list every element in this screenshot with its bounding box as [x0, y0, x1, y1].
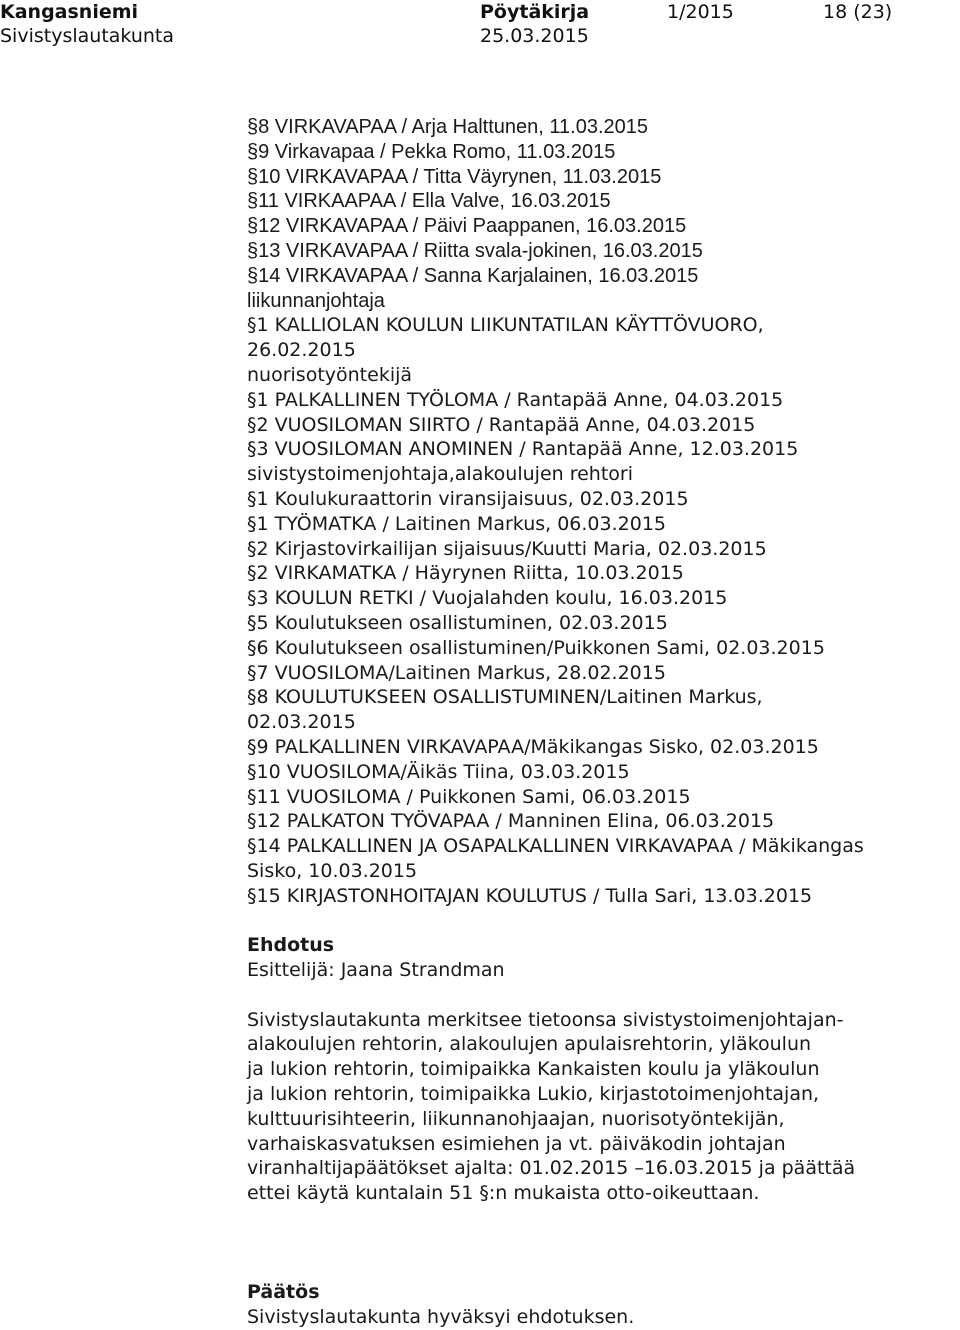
proposal-heading: Ehdotus — [247, 934, 335, 957]
list-item: §2 VIRKAMATKA / Häyrynen Riitta, 10.03.2015 — [247, 562, 684, 585]
spacer — [247, 1231, 927, 1256]
spacer — [247, 983, 927, 1008]
list-group-heading: nuorisotyöntekijä — [247, 363, 413, 386]
meeting-date: 25.03.2015 — [480, 25, 589, 47]
paragraph-line: viranhaltijapäätökset ajalta: 01.02.2015 –16.03.2015 ja päättää — [247, 1157, 856, 1180]
list-item: §1 TYÖMATKA / Laitinen Markus, 06.03.2015 — [247, 512, 667, 535]
issue-number: 1/2015 — [667, 1, 734, 23]
paragraph-line: varhaiskasvatuksen esimiehen ja vt. päiväkodin johtajan — [247, 1132, 786, 1155]
list-item: §2 VUOSILOMAN SIIRTO / Rantapää Anne, 04.03.2015 — [247, 413, 756, 436]
list-item: §15 KIRJASTONHOITAJAN KOULUTUS / Tulla Sari, 13.03.2015 — [247, 884, 813, 907]
decisions-list — [247, 115, 927, 909]
list-item: §11 VUOSILOMA / Puikkonen Sami, 06.03.2015 — [247, 785, 691, 808]
decision-text: Sivistyslautakunta hyväksyi ehdotuksen. — [247, 1306, 635, 1329]
list-item: §8 VIRKAVAPAA / Arja Halttunen, 11.03.2015 — [247, 116, 648, 138]
list-item: §14 PALKALLINEN JA OSAPALKALLINEN VIRKAVAPAA / Mäkikangas — [247, 835, 864, 858]
list-item: §10 VIRKAVAPAA / Titta Väyrynen, 11.03.2015 — [247, 165, 662, 188]
spacer — [247, 1256, 927, 1281]
spacer — [247, 909, 927, 934]
list-item: §12 VIRKAVAPAA / Päivi Paappanen, 16.03.2015 — [247, 215, 687, 238]
list-item: §9 PALKALLINEN VIRKAVAPAA/Mäkikangas Sisko, 02.03.2015 — [247, 735, 819, 758]
municipality-name: Kangasniemi — [0, 1, 139, 23]
list-item: §6 Koulutukseen osallistuminen/Puikkonen Sami, 02.03.2015 — [247, 636, 825, 659]
paragraph-line: kulttuurisihteerin, liikunnanohjaajan, nuorisotyöntekijän, — [247, 1107, 785, 1130]
document-body — [247, 115, 927, 1330]
list-item: §1 PALKALLINEN TYÖLOMA / Rantapää Anne, 04.03.2015 — [247, 388, 784, 411]
list-item: §2 Kirjastovirkailijan sijaisuus/Kuutti Maria, 02.03.2015 — [247, 537, 767, 560]
list-group-heading: liikunnanjohtaja — [247, 289, 385, 312]
list-item: Sisko, 10.03.2015 — [247, 859, 418, 882]
list-group-heading: sivistystoimenjohtaja,alakoulujen rehtori — [247, 463, 634, 486]
proposal-section — [247, 933, 927, 1206]
committee-name: Sivistyslautakunta — [0, 25, 175, 47]
paragraph-line: Sivistyslautakunta merkitsee tietoonsa sivistystoimenjohtajan- — [247, 1008, 844, 1031]
presenter-line: Esittelijä: Jaana Strandman — [247, 959, 505, 982]
list-item: §3 VUOSILOMAN ANOMINEN / Rantapää Anne, 12.03.2015 — [247, 438, 799, 461]
page-number: 18 (23) — [823, 1, 893, 23]
decision-heading: Päätös — [247, 1281, 320, 1304]
list-item: 26.02.2015 — [247, 339, 356, 362]
list-item: §13 VIRKAVAPAA / Riitta svala-jokinen, 16.03.2015 — [247, 239, 703, 262]
decision-section — [247, 1280, 927, 1330]
paragraph-line: ja lukion rehtorin, toimipaikka Kankaisten koulu ja yläkoulun — [247, 1058, 820, 1081]
list-item: §5 Koulutukseen osallistuminen, 02.03.2015 — [247, 611, 668, 634]
list-item: §10 VUOSILOMA/Äikäs Tiina, 03.03.2015 — [247, 760, 630, 783]
list-item: §1 Koulukuraattorin viransijaisuus, 02.03.2015 — [247, 487, 689, 510]
list-item: 02.03.2015 — [247, 711, 356, 734]
list-item: §3 KOULUN RETKI / Vuojalahden koulu, 16.03.2015 — [247, 587, 728, 610]
list-item: §8 KOULUTUKSEEN OSALLISTUMINEN/Laitinen Markus, — [247, 686, 763, 709]
list-item: §12 PALKATON TYÖVAPAA / Manninen Elina, 06.03.2015 — [247, 810, 775, 833]
list-item: §1 KALLIOLAN KOULUN LIIKUNTATILAN KÄYTTÖVUORO, — [247, 314, 764, 337]
document-type: Pöytäkirja — [480, 1, 590, 23]
list-item: §11 VIRKAAPAA / Ella Valve, 16.03.2015 — [247, 190, 611, 213]
proposal-text — [247, 1008, 927, 1206]
list-item: §14 VIRKAVAPAA / Sanna Karjalainen, 16.03.2015 — [247, 264, 699, 287]
paragraph-line: ettei käytä kuntalain 51 §:n mukaista otto-oikeuttaan. — [247, 1182, 760, 1205]
spacer — [247, 1206, 927, 1231]
list-item: §9 Virkavapaa / Pekka Romo, 11.03.2015 — [247, 140, 616, 163]
paragraph-line: ja lukion rehtorin, toimipaikka Lukio, kirjastotoimenjohtajan, — [247, 1083, 820, 1106]
list-item: §7 VUOSILOMA/Laitinen Markus, 28.02.2015 — [247, 661, 666, 684]
paragraph-line: alakoulujen rehtorin, alakoulujen apulaisrehtorin, yläkoulun — [247, 1033, 812, 1056]
